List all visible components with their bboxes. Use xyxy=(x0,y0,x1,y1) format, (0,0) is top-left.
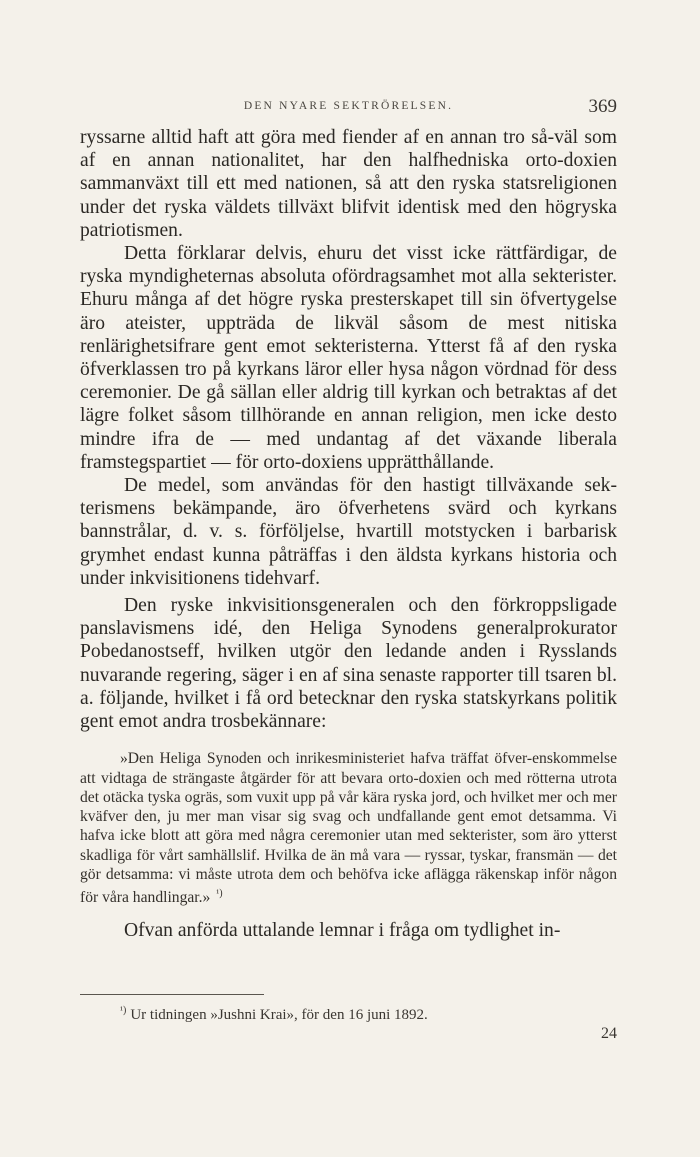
footnote xyxy=(120,1002,428,1024)
paragraph-continuation: ryssarne alltid haft att göra med fiender af en annan tro så-väl som af en annan nationalitet, har den halfhedniska orto-doxien sammanväxt till ett med nationen, så att den ryska statsreligionen under det ryska väldets tillväxt blifvit identisk med den högryska patriotismen. xyxy=(80,127,617,241)
footnote-text: Ur tidningen »Jushni Krai», för den 16 juni 1892. xyxy=(130,1007,428,1023)
running-head: DEN NYARE SEKTRÖRELSEN. xyxy=(243,100,454,112)
paragraph: De medel, som användas för den hastigt tillväxande sek-terismens bekämpande, äro öfverhetens svärd och kyrkans bannstrålar, d. v. s. förföljelse, hvartill motstycken i barbarisk grymhet endast kunna påträffas i den äldsta kyrkans historia och under inkvisitionens tidehvarf. xyxy=(80,475,617,589)
footnote-reference: ¹) xyxy=(216,888,223,900)
paragraph: Detta förklarar delvis, ehuru det visst icke rättfärdigar, de ryska myndigheternas absoluta ofördragsamhet mot alla sekterister. Ehuru många af det högre ryska presterskapet till sin öfvertygelse äro ateister, uppträda de likväl såsom de mest nitiska renlärighetsifrare gent emot sekteristerna. Ytterst få af den ryska öfverklassen tro på kyrkans läror eller hysa någon vördnad för dess ceremonier. De gå sällan eller aldrig till kyrkan och betraktas af det lägre folket såsom tillhörande en annan religion, men icke desto mindre ifra de — med undantag af det växande liberala framstegspartiet — för orto-doxiens upprätthållande. xyxy=(80,243,617,473)
page-number: 369 xyxy=(588,96,617,117)
footnote-divider xyxy=(80,994,264,995)
quote-text: »Den Heliga Synoden och inrikesministeriet hafva träffat öfver-enskommelse att vidtaga de strängaste åtgärder för att bevara orto-doxien och med rötterna utrota det otäcka tyska ogräs, som vuxit upp på vår kära ryska jord, och hvilket mer och mer kväfver den, ju mer man visar sig svag och undfallande gent emot detsamma. Vi hafva icke blott att göra med några ceremonier utan med sekterister, som äro ytterst skadliga för vårt samhällslif. Hvilka de än må vara — ryssar, tyskar, fransmän — det gör detsamma: vi måste utrota dem och behöfva icke aflägga räkenskap inför någon för våra handlingar.» xyxy=(80,750,617,907)
page-header xyxy=(80,96,617,120)
main-text xyxy=(80,126,617,942)
footnote-mark: ¹) xyxy=(120,1005,127,1016)
paragraph: Den ryske inkvisitionsgeneralen och den förkroppsligade panslavismens idé, den Heliga Synodens generalprokurator Pobedanostseff, hvilken utgör den ledande anden i Rysslands nuvarande regering, säger i en af sina senaste rapporter till tsaren bl. a. följande, hvilket i få ord betecknar den ryska statskyrkans politik gent emot andra trosbekännare: xyxy=(80,595,617,733)
printer-signature-mark: 24 xyxy=(601,1025,617,1042)
paragraph-closing-line: Ofvan anförda uttalande lemnar i fråga om tydlighet in- xyxy=(124,919,561,941)
block-quote xyxy=(80,749,617,908)
